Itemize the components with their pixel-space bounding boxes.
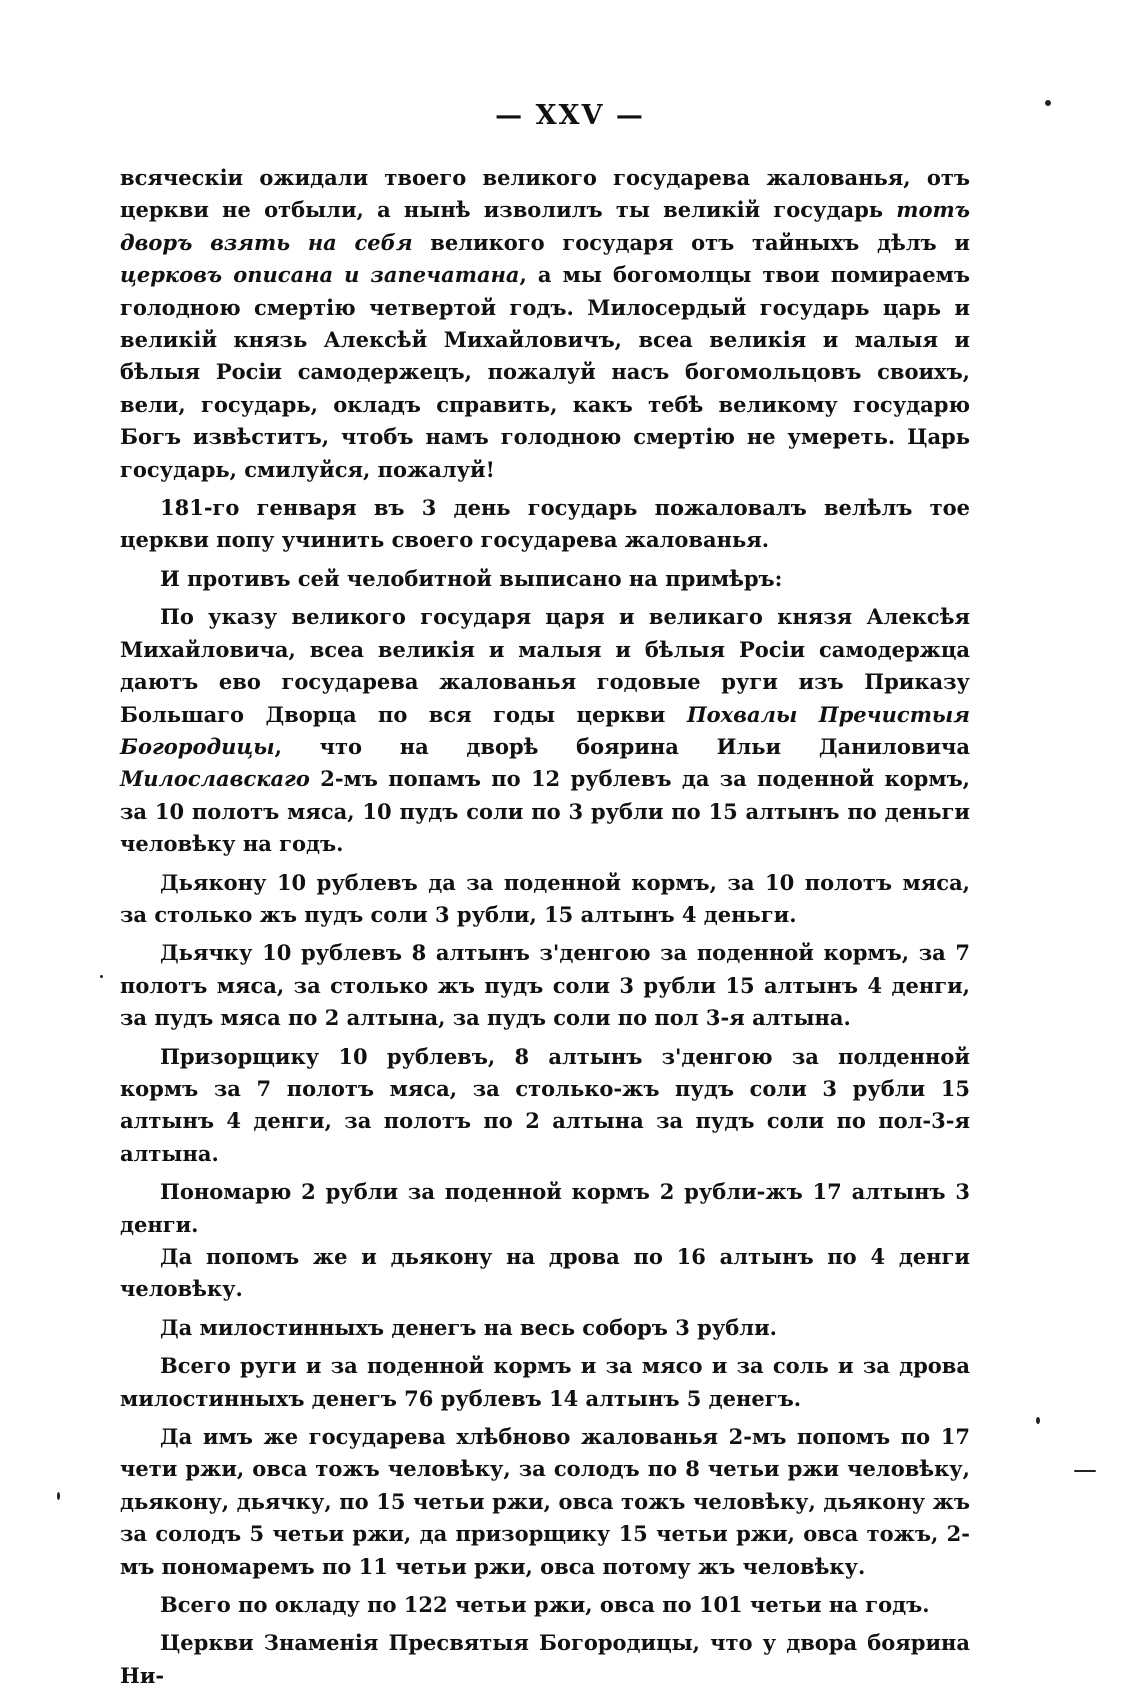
paragraph <box>120 1312 970 1344</box>
margin-speck-decoration <box>1074 1470 1096 1472</box>
text-segment: , а мы богомолцы твои помираемъ голодною смертію четвертой годъ. Милосердый государь царь и великій князь Алексѣй Михайловичъ, всеа великія и малыя и бѣлыя Росіи самодержецъ, пожалуй насъ богомольцовъ своихъ, вели, государь, окладъ справить, какъ тебѣ великому государю Богъ извѣститъ, чтобъ намъ голодною смертію не умереть. Царь государь, смилуйся, пожалуй! <box>120 262 970 482</box>
margin-speck-decoration <box>1036 1417 1040 1424</box>
text-segment: Дьячку 10 рублевъ 8 алтынъ з'денгою за поденной кормъ, за 7 полотъ мяса, за столько жъ пудъ соли 3 рубли 15 алтынъ 4 денги, за пудъ мяса по 2 алтына, за пудъ соли по пол 3-я алтына. <box>120 940 970 1031</box>
paragraph <box>120 937 970 1034</box>
paragraph <box>120 563 970 595</box>
text-segment: Всего по окладу по 122 четьи ржи, овса по 101 четьи на годъ. <box>160 1592 930 1618</box>
paragraph <box>120 492 970 557</box>
text-segment: По указу великого государя царя и великаго князя Алексѣя Михайловича, всеа великія и малыя и бѣлыя Росіи самодержца даютъ ево государева жалованья годовые руги изъ Приказу Большаго Дворца по вся годы церкви <box>120 604 970 727</box>
margin-speck-decoration <box>57 1492 60 1500</box>
paragraph <box>120 1241 970 1306</box>
text-segment: великого государя отъ тайныхъ дѣлъ и <box>412 229 970 255</box>
text-segment: Всего руги и за поденной кормъ и за мясо и за соль и за дрова милостинныхъ денегъ 76 рублевъ 14 алтынъ 5 денегъ. <box>120 1353 970 1411</box>
text-segment: Церкви Знаменія Пресвятыя Богородицы, что у двора боярина Ни- <box>120 1630 970 1688</box>
paragraph <box>120 601 970 860</box>
italic-text-segment: Милославскаго <box>120 766 310 792</box>
text-segment: , что на дворѣ боярина Ильи Даниловича <box>274 733 970 759</box>
text-segment: Призорщику 10 рублевъ, 8 алтынъ з'денгою за полденной кормъ за 7 полотъ мяса, за столько-жъ пудъ соли 3 рубли 15 алтынъ 4 денги, за полотъ по 2 алтына за пудъ соли по пол-3-я алтына. <box>120 1043 970 1166</box>
margin-speck-decoration <box>100 975 103 978</box>
margin-speck-decoration <box>1045 100 1051 106</box>
text-segment: 2-мъ попамъ по 12 рублевъ да за поденной кормъ, за 10 полотъ мяса, 10 пудъ соли по 3 рубли по 15 алтынъ по деньги человѣку на годъ. <box>120 766 970 857</box>
text-segment: 181-го генваря въ 3 день государь пожаловалъ велѣлъ тое церкви попу учинить своего государева жалованья. <box>120 495 970 553</box>
paragraph <box>120 1627 970 1692</box>
italic-text-segment: церковъ описана и запечатана <box>120 262 520 288</box>
paragraph <box>120 1421 970 1583</box>
text-segment: Да имъ же государева хлѣбново жалованья 2-мъ попомъ по 17 чети ржи, овса тожъ человѣку, за солодъ по 8 четьи ржи человѣку, дьякону, дьячку, по 15 четьи ржи, овса тожъ человѣку, дьякону жъ за солодъ 5 четьи ржи, да призорщику 15 четьи ржи, овса тожъ, 2-мъ пономаремъ по 11 четьи ржи, овса потому жъ человѣку. <box>120 1424 970 1579</box>
text-segment: Дьякону 10 рублевъ да за поденной кормъ, за 10 полотъ мяса, за столько жъ пудъ соли 3 рубли, 15 алтынъ 4 деньги. <box>120 869 970 927</box>
page-number-header: — XXV — <box>495 100 645 131</box>
text-segment: Пономарю 2 рубли за поденной кормъ 2 рубли-жъ 17 алтынъ 3 денги. <box>120 1179 970 1237</box>
paragraph <box>120 867 970 932</box>
paragraph <box>120 1350 970 1415</box>
paragraph <box>120 1589 970 1621</box>
body-text <box>120 162 970 1698</box>
paragraph <box>120 162 970 486</box>
italic-text-segment: тотъ дворъ взять на себя <box>120 197 970 255</box>
italic-text-segment: Похвалы Пречистыя Богородицы <box>120 701 971 759</box>
text-segment: всяческіи ожидали твоего великого государева жалованья, отъ церкви не отбыли, а нынѣ изволилъ ты великій государь <box>120 165 970 223</box>
paragraph <box>120 1176 970 1241</box>
text-segment: Да милостинныхъ денегъ на весь соборъ 3 рубли. <box>160 1314 777 1340</box>
text-segment: И противъ сей челобитной выписано на примѣръ: <box>160 565 783 591</box>
paragraph <box>120 1041 970 1171</box>
text-segment: Да попомъ же и дьякону на дрова по 16 алтынъ по 4 денги человѣку. <box>120 1244 970 1302</box>
